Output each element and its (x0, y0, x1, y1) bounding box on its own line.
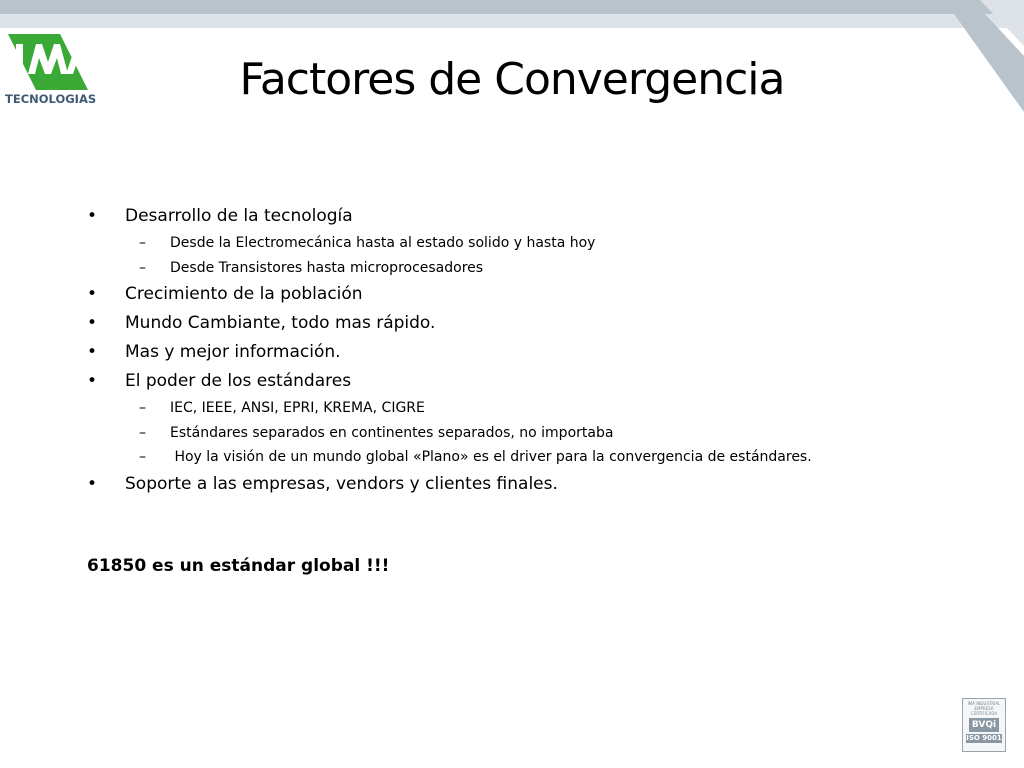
sub-bullet-marker: – (139, 259, 146, 276)
sub-bullet-marker: – (139, 449, 146, 465)
bullet-text: Soporte a las empresas, vendors y clientes finales. (125, 473, 558, 494)
bullet-text: Mundo Cambiante, todo mas rápido. (125, 313, 436, 333)
bullet-marker: • (87, 342, 98, 362)
bullet-marker: • (87, 284, 98, 304)
bullet-list (86, 202, 986, 499)
logo-text: TECNOLOGIAS (5, 92, 97, 106)
sub-bullet-item (86, 256, 986, 281)
iso-certification-badge (962, 698, 1006, 752)
bullet-text: El poder de los estándares (125, 371, 352, 391)
bullet-item (86, 470, 986, 499)
bullet-marker: • (87, 313, 98, 333)
sub-bullet-item (86, 421, 986, 446)
bullet-item (86, 280, 986, 309)
bullet-marker: • (87, 206, 98, 226)
bullet-text: Desarrollo de la tecnología (125, 206, 353, 226)
sub-bullet-marker: – (139, 400, 146, 416)
conclusion-text: 61850 es un estándar global !!! (87, 556, 390, 576)
sub-bullet-item (86, 445, 986, 470)
sub-bullet-marker: – (139, 235, 146, 251)
sub-bullet-item (86, 396, 986, 421)
sub-bullet-text: Desde la Electromecánica hasta al estado solido y hasta hoy (170, 235, 596, 251)
bullet-marker: • (87, 371, 98, 391)
sub-bullet-text: Desde Transistores hasta microprocesadores (170, 259, 484, 276)
sub-bullet-text: Estándares separados en continentes separados, no importaba (170, 424, 614, 441)
sub-bullet-text: Hoy la visión de un mundo global «Plano» es el driver para la convergencia de estándares. (170, 449, 812, 465)
bullet-marker: • (87, 473, 98, 494)
cert-caption: IMA INDUSTRIAL EMPRESA CERTIFICADA (967, 701, 1001, 716)
bvqi-mark: BVQi (969, 718, 999, 732)
bullet-text: Mas y mejor información. (125, 342, 341, 362)
sub-bullet-item (86, 231, 986, 256)
bullet-text: Crecimiento de la población (125, 284, 363, 304)
bullet-item (86, 309, 986, 338)
top-band (0, 0, 1024, 14)
bullet-item (86, 367, 986, 396)
top-band-light (0, 14, 1024, 28)
sub-bullet-marker: – (139, 424, 146, 441)
iso-label: ISO 9001 (966, 734, 1002, 742)
bullet-item (86, 202, 986, 231)
bullet-item (86, 338, 986, 367)
slide-title: Factores de Convergencia (239, 54, 785, 105)
sub-bullet-text: IEC, IEEE, ANSI, EPRI, KREMA, CIGRE (170, 400, 425, 416)
